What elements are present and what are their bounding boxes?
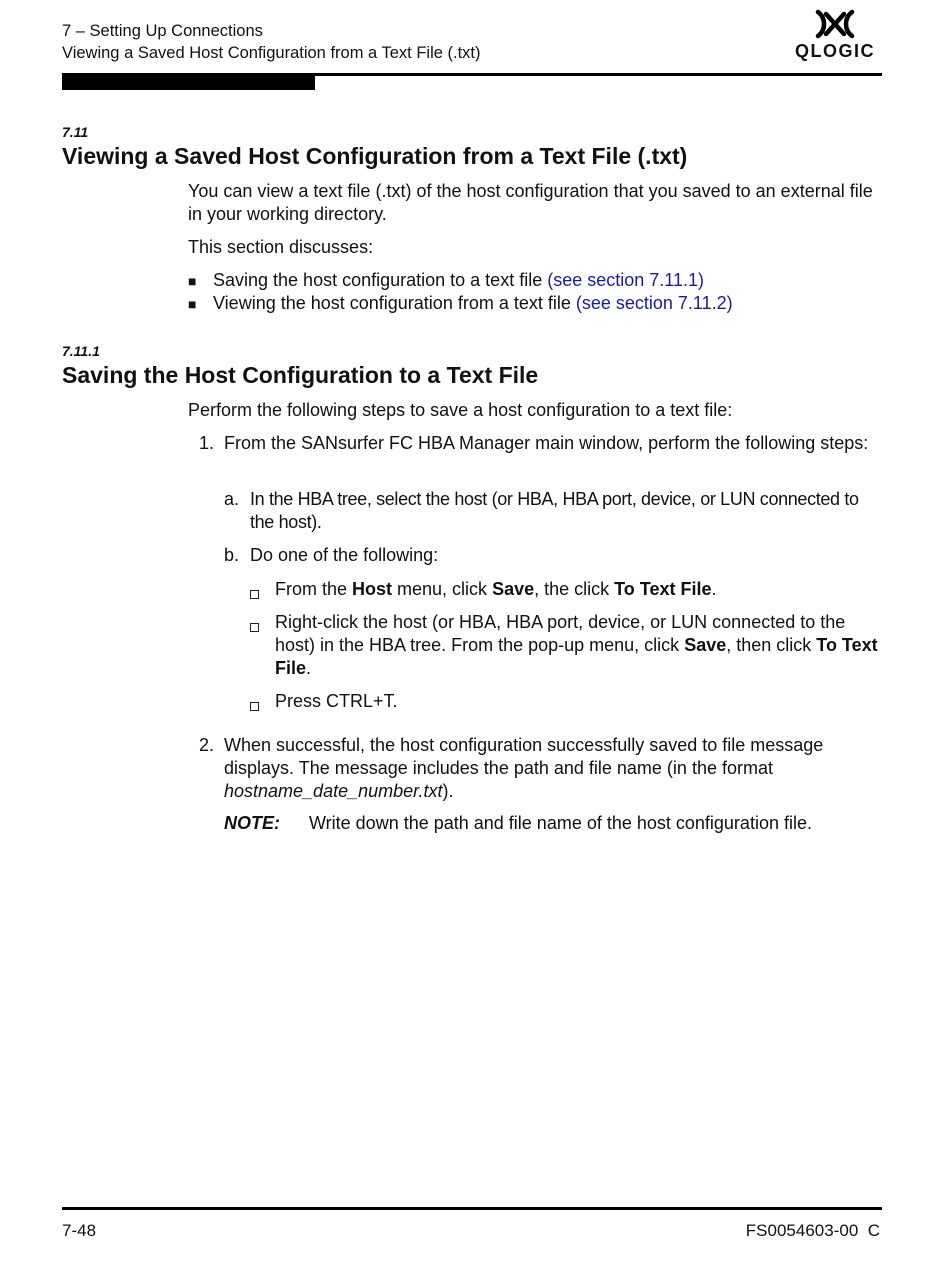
link-section-7-11-1[interactable]: (see section 7.11.1) xyxy=(547,270,704,290)
checkbox-bullet-icon xyxy=(250,619,259,637)
subsection-intro: Perform the following steps to save a host configuration to a text file: xyxy=(188,400,733,420)
menu-to-text-file: To Text File xyxy=(275,635,878,678)
step-1a-label: a. xyxy=(224,489,240,509)
logo-text: QLOGIC xyxy=(795,41,875,61)
checkbox-bullet-icon xyxy=(250,698,259,716)
menu-save: Save xyxy=(492,579,535,599)
step-1a-text: In the HBA tree, select the host (or HBA, HBA port, device, or LUN connected to the host). xyxy=(250,489,859,532)
option-1: From the Host menu, click Save, the click To Text File. xyxy=(275,579,717,599)
footer-doc-id: FS0054603-00 C xyxy=(745,1221,880,1240)
bullet-text: Viewing the host configuration from a text file xyxy=(213,293,576,313)
header-chapter: 7 – Setting Up Connections xyxy=(62,22,263,40)
section-number: 7.11 xyxy=(62,124,89,140)
subsection-number: 7.11.1 xyxy=(62,343,100,359)
qlogic-logo-icon xyxy=(788,8,882,40)
step-2-number: 2. xyxy=(199,735,215,755)
menu-host: Host xyxy=(352,579,393,599)
bullet-text: Saving the host configuration to a text file xyxy=(213,270,548,290)
header-rule-tab xyxy=(62,76,315,90)
footer-rule xyxy=(62,1207,882,1210)
qlogic-logo xyxy=(788,8,882,64)
section-heading: Viewing a Saved Host Configuration from a Text File (.txt) xyxy=(62,143,688,169)
menu-save: Save xyxy=(684,635,727,655)
link-section-7-11-2[interactable]: (see section 7.11.2) xyxy=(575,293,733,313)
header-section-title: Viewing a Saved Host Configuration from a Text File (.txt) xyxy=(62,44,481,62)
step-1b-label: b. xyxy=(224,545,240,565)
option-2: Right-click the host (or HBA, HBA port, device, or LUN connected to the host) in the HBA tree. From the pop-up menu, click Save, then click To Text File. xyxy=(275,612,878,678)
section-discusses: This section discusses: xyxy=(188,237,374,257)
step-1b-text: Do one of the following: xyxy=(250,545,439,565)
note-text: Write down the path and file name of the host configuration file. xyxy=(309,813,812,833)
note-label: NOTE: xyxy=(224,813,280,833)
checkbox-bullet-icon xyxy=(250,586,259,604)
step-1-number: 1. xyxy=(199,433,215,453)
bullet-square-icon: ■ xyxy=(188,296,197,312)
section-intro: You can view a text file (.txt) of the host configuration that you saved to an external file in your working directory. xyxy=(188,181,873,224)
filename-format: hostname_date_number.txt xyxy=(224,781,443,801)
footer-page-number: 7-48 xyxy=(62,1221,97,1240)
menu-to-text-file: To Text File xyxy=(614,579,712,599)
step-1-text: From the SANsurfer FC HBA Manager main window, perform the following steps: xyxy=(224,433,869,453)
step-2-text: When successful, the host configuration successfully saved to file message displays. The message includes the path and file name (in the format hostname_date_number.txt). xyxy=(224,735,824,801)
option-3: Press CTRL+T. xyxy=(275,691,398,711)
bullet-square-icon: ■ xyxy=(188,273,197,289)
subsection-heading: Saving the Host Configuration to a Text File xyxy=(62,362,539,388)
